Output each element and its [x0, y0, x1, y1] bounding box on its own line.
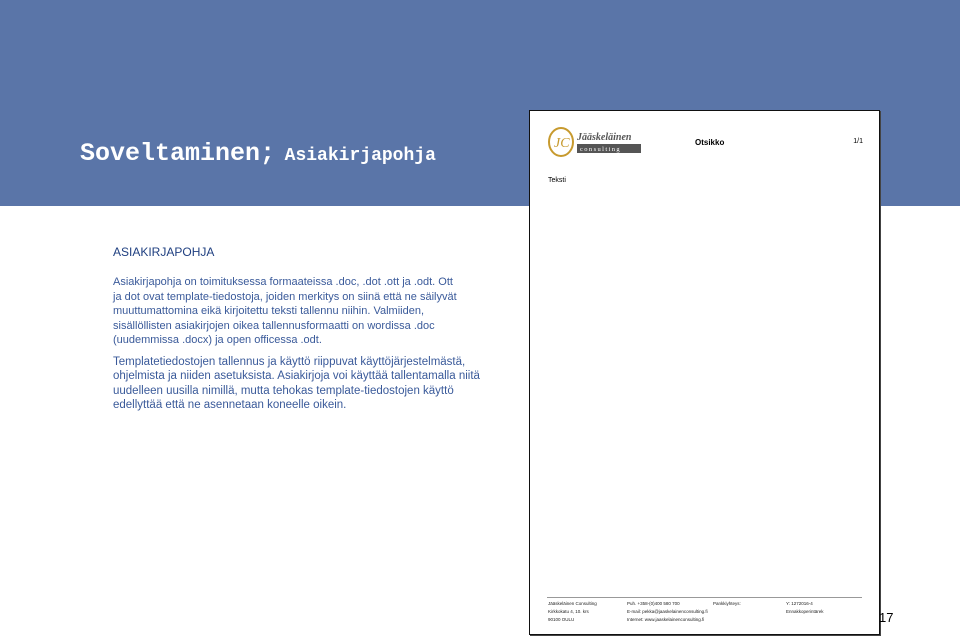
doc-footer-divider	[547, 597, 862, 598]
footer-phone: Puh. +358-(0)400 580 700	[627, 601, 680, 606]
footer-postcode: 90100 OULU	[548, 617, 575, 622]
company-logo	[547, 126, 657, 158]
footer-business-id: Y: 1272016-4	[786, 601, 813, 606]
logo-sub: consulting	[580, 146, 622, 153]
footer-website: Internet: www.jaaskelainenconsulting.fi	[627, 617, 705, 622]
logo-name: Jääskeläinen	[577, 132, 632, 143]
paragraph-formats: Asiakirjapohja on toimituksessa formaateissa .doc, .dot .ott ja .odt. Ott ja dot ovat template-tiedostoja, joiden merkitys on siinä että ne säilyvät muuttumattomina eikä kirjoitettu teksti tallennu niihin. Valmiiden, sisällöllisten asiakirjojen oikea tallennusformaatti on wordissa .doc (uudemmissa .docx) ja open officessa .odt.	[113, 276, 457, 347]
document-template-preview	[529, 110, 880, 635]
slide-title-sub: Asiakirjapohja	[284, 146, 436, 166]
footer-bank: Pankkiyhteys:	[713, 601, 741, 606]
footer-email: E-mail: pekka@jaaskelainenconsulting.fi	[627, 609, 708, 614]
slide-title-main: Soveltaminen;	[80, 139, 276, 168]
doc-page-indicator: 1/1	[853, 138, 863, 145]
paragraph-templates: Templatetiedostojen tallennus ja käyttö riippuvat käyttöjärjestelmästä, ohjelmista ja niiden asetuksista. Asiakirjoja voi käyttää tallentamalla niitä uudelleen uusilla nimillä, mutta tehokas template-tiedostojen käyttö edellyttää että ne asennetaan koneelle oikein.	[113, 356, 480, 412]
logo-initials: JC	[554, 136, 570, 151]
footer-company: Jääskeläinen Consulting	[548, 601, 597, 606]
footer-address: Kirkkokatu 4, 10. krs	[548, 609, 589, 614]
doc-header-title: Otsikko	[695, 138, 725, 147]
doc-body-text: Teksti	[548, 177, 566, 184]
slide-title	[80, 139, 436, 168]
slide-number: 17	[879, 610, 894, 625]
section-heading: ASIAKIRJAPOHJA	[113, 245, 215, 259]
footer-prepayment: Ennakkoperintärek	[786, 609, 824, 614]
